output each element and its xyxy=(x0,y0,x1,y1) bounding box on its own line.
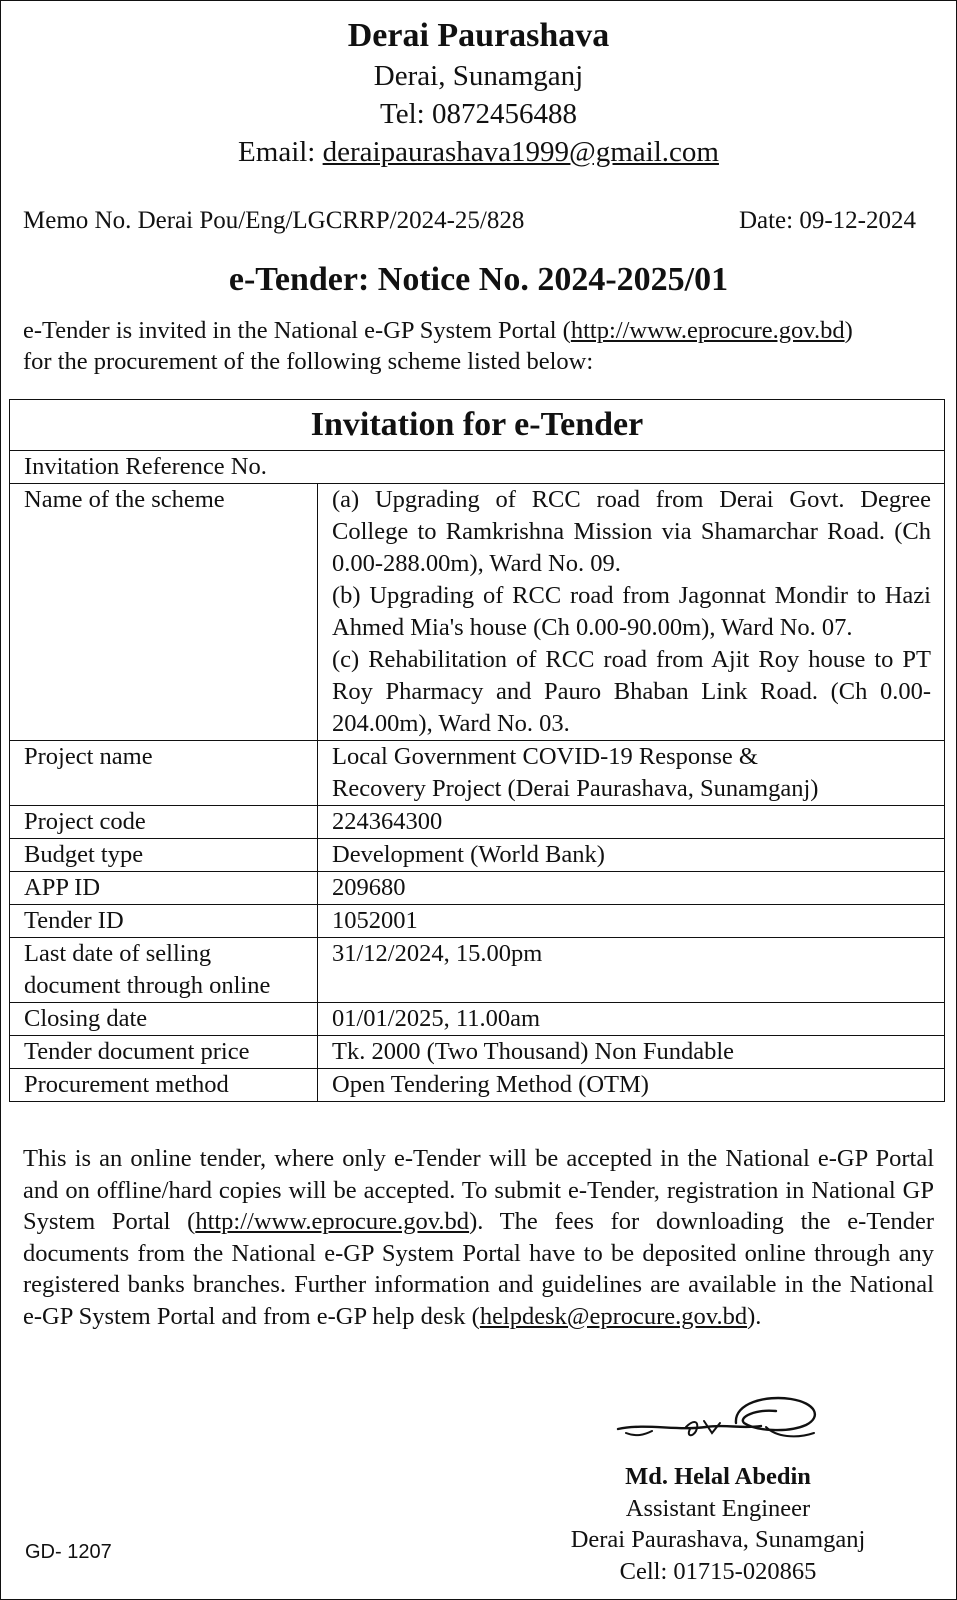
reference-value xyxy=(318,451,945,484)
project-code-value: 224364300 xyxy=(318,806,945,839)
app-id-value: 209680 xyxy=(318,872,945,905)
organization-phone xyxy=(1,95,956,133)
email-label: Email: xyxy=(238,136,323,168)
table-row-last-date xyxy=(10,938,944,1003)
tender-id-label: Tender ID xyxy=(10,905,318,938)
reference-label: Invitation Reference No. xyxy=(10,451,318,484)
memo-date: Date: 09-12-2024 xyxy=(738,207,916,234)
last-date-label-line-1: Last date of selling xyxy=(24,940,212,967)
intro-line-1 xyxy=(23,315,938,346)
project-name-line-2: Recovery Project (Derai Paurashava, Sunamganj) xyxy=(332,775,819,802)
scheme-item-b: (b) Upgrading of RCC road from Jagonnat Mondir to Hazi Ahmed Mia's house (Ch 0.00-90.00m), Ward No. 07. xyxy=(332,582,931,641)
tender-info-table xyxy=(10,451,944,1101)
portal-link[interactable]: http://www.eprocure.gov.bd xyxy=(570,317,845,344)
scheme-item-c: (c) Rehabilitation of RCC road from Ajit Roy house to PT Roy Pharmacy and Pauro Bhaban Link Road. (Ch 0.00-204.00m), Ward No. 03. xyxy=(332,646,931,737)
closing-date-label: Closing date xyxy=(10,1003,318,1036)
table-row-reference xyxy=(10,451,944,484)
signer-name: Md. Helal Abedin xyxy=(625,1463,811,1490)
organization-email xyxy=(1,133,956,171)
table-row-project-name xyxy=(10,741,944,806)
intro-text: e-Tender is invited in the National e-GP System Portal ( xyxy=(23,317,571,344)
procurement-method-label: Procurement method xyxy=(10,1069,318,1102)
signer-block xyxy=(543,1461,893,1587)
notice-title: e-Tender: Notice No. 2024-2025/01 xyxy=(228,261,729,298)
app-id-label: APP ID xyxy=(10,872,318,905)
project-name-label: Project name xyxy=(10,741,318,806)
instructions-text-3: ). xyxy=(747,1302,762,1330)
invitation-box xyxy=(9,399,945,1102)
email-link[interactable]: deraipaurashava1999@gmail.com xyxy=(322,136,719,168)
intro-line-2: for the procurement of the following scheme listed below: xyxy=(23,348,594,375)
memo-number: Memo No. Derai Pou/Eng/LGCRRP/2024-25/828 xyxy=(23,207,525,234)
organization-name: Derai Paurashava xyxy=(347,17,610,54)
intro-close: ) xyxy=(844,317,853,344)
organization-header xyxy=(1,15,956,171)
instructions-text-1: This is an online tender, where only e-Tender will be accepted in the National e-GP Portal and on offline/hard copies will be accepted. To submit e-Tender, registration in National GP System Portal ( xyxy=(23,1145,934,1235)
scheme-value xyxy=(318,484,945,741)
last-date-value: 31/12/2024, 15.00pm xyxy=(318,938,945,1003)
signature-image xyxy=(616,1393,826,1459)
table-row-project-code xyxy=(10,806,944,839)
helpdesk-email-link[interactable]: helpdesk@eprocure.gov.bd xyxy=(479,1302,748,1330)
instructions-text-2: ). The fees for downloading the e-Tender documents from the National e-GP System Portal have to be deposited online through any registered banks branches. Further information and guidelines are available in the National e-GP System Portal and from e-GP help desk ( xyxy=(23,1208,934,1330)
table-row-scheme xyxy=(10,484,944,741)
signer-office: Derai Paurashava, Sunamganj xyxy=(570,1526,866,1553)
procurement-method-value: Open Tendering Method (OTM) xyxy=(318,1069,945,1102)
closing-date-value: 01/01/2025, 11.00am xyxy=(318,1003,945,1036)
signer-cell: Cell: 01715-020865 xyxy=(619,1557,817,1585)
table-row-tender-id xyxy=(10,905,944,938)
last-date-label xyxy=(10,938,318,1003)
tender-id-value: 1052001 xyxy=(318,905,945,938)
project-name-line-1: Local Government COVID-19 Response & xyxy=(332,743,758,770)
instructions-paragraph xyxy=(23,1143,934,1332)
document-price-label: Tender document price xyxy=(10,1036,318,1069)
memo-row xyxy=(23,205,916,237)
document-price-value: Tk. 2000 (Two Thousand) Non Fundable xyxy=(318,1036,945,1069)
last-date-label-line-2: document through online xyxy=(24,972,271,999)
intro-paragraph xyxy=(23,315,938,377)
table-row-budget-type xyxy=(10,839,944,872)
organization-location: Derai, Sunamganj xyxy=(373,60,584,92)
budget-type-value: Development (World Bank) xyxy=(318,839,945,872)
signer-designation: Assistant Engineer xyxy=(625,1494,811,1522)
table-row-document-price xyxy=(10,1036,944,1069)
tel-label: Tel: xyxy=(380,98,432,130)
invitation-title: Invitation for e-Tender xyxy=(10,400,944,451)
tel-number: 0872456488 xyxy=(431,98,577,130)
table-row-closing-date xyxy=(10,1003,944,1036)
table-row-app-id xyxy=(10,872,944,905)
table-row-procurement-method xyxy=(10,1069,944,1102)
project-code-label: Project code xyxy=(10,806,318,839)
budget-type-label: Budget type xyxy=(10,839,318,872)
scheme-label: Name of the scheme xyxy=(10,484,318,741)
project-name-value xyxy=(318,741,945,806)
eprocure-link[interactable]: http://www.eprocure.gov.bd xyxy=(195,1208,470,1235)
scheme-item-a: (a) Upgrading of RCC road from Derai Govt. Degree College to Ramkrishna Mission via Shamarchar Road. (Ch 0.00-288.00m), Ward No. 09. xyxy=(332,486,931,577)
gd-code: GD- 1207 xyxy=(25,1541,112,1563)
